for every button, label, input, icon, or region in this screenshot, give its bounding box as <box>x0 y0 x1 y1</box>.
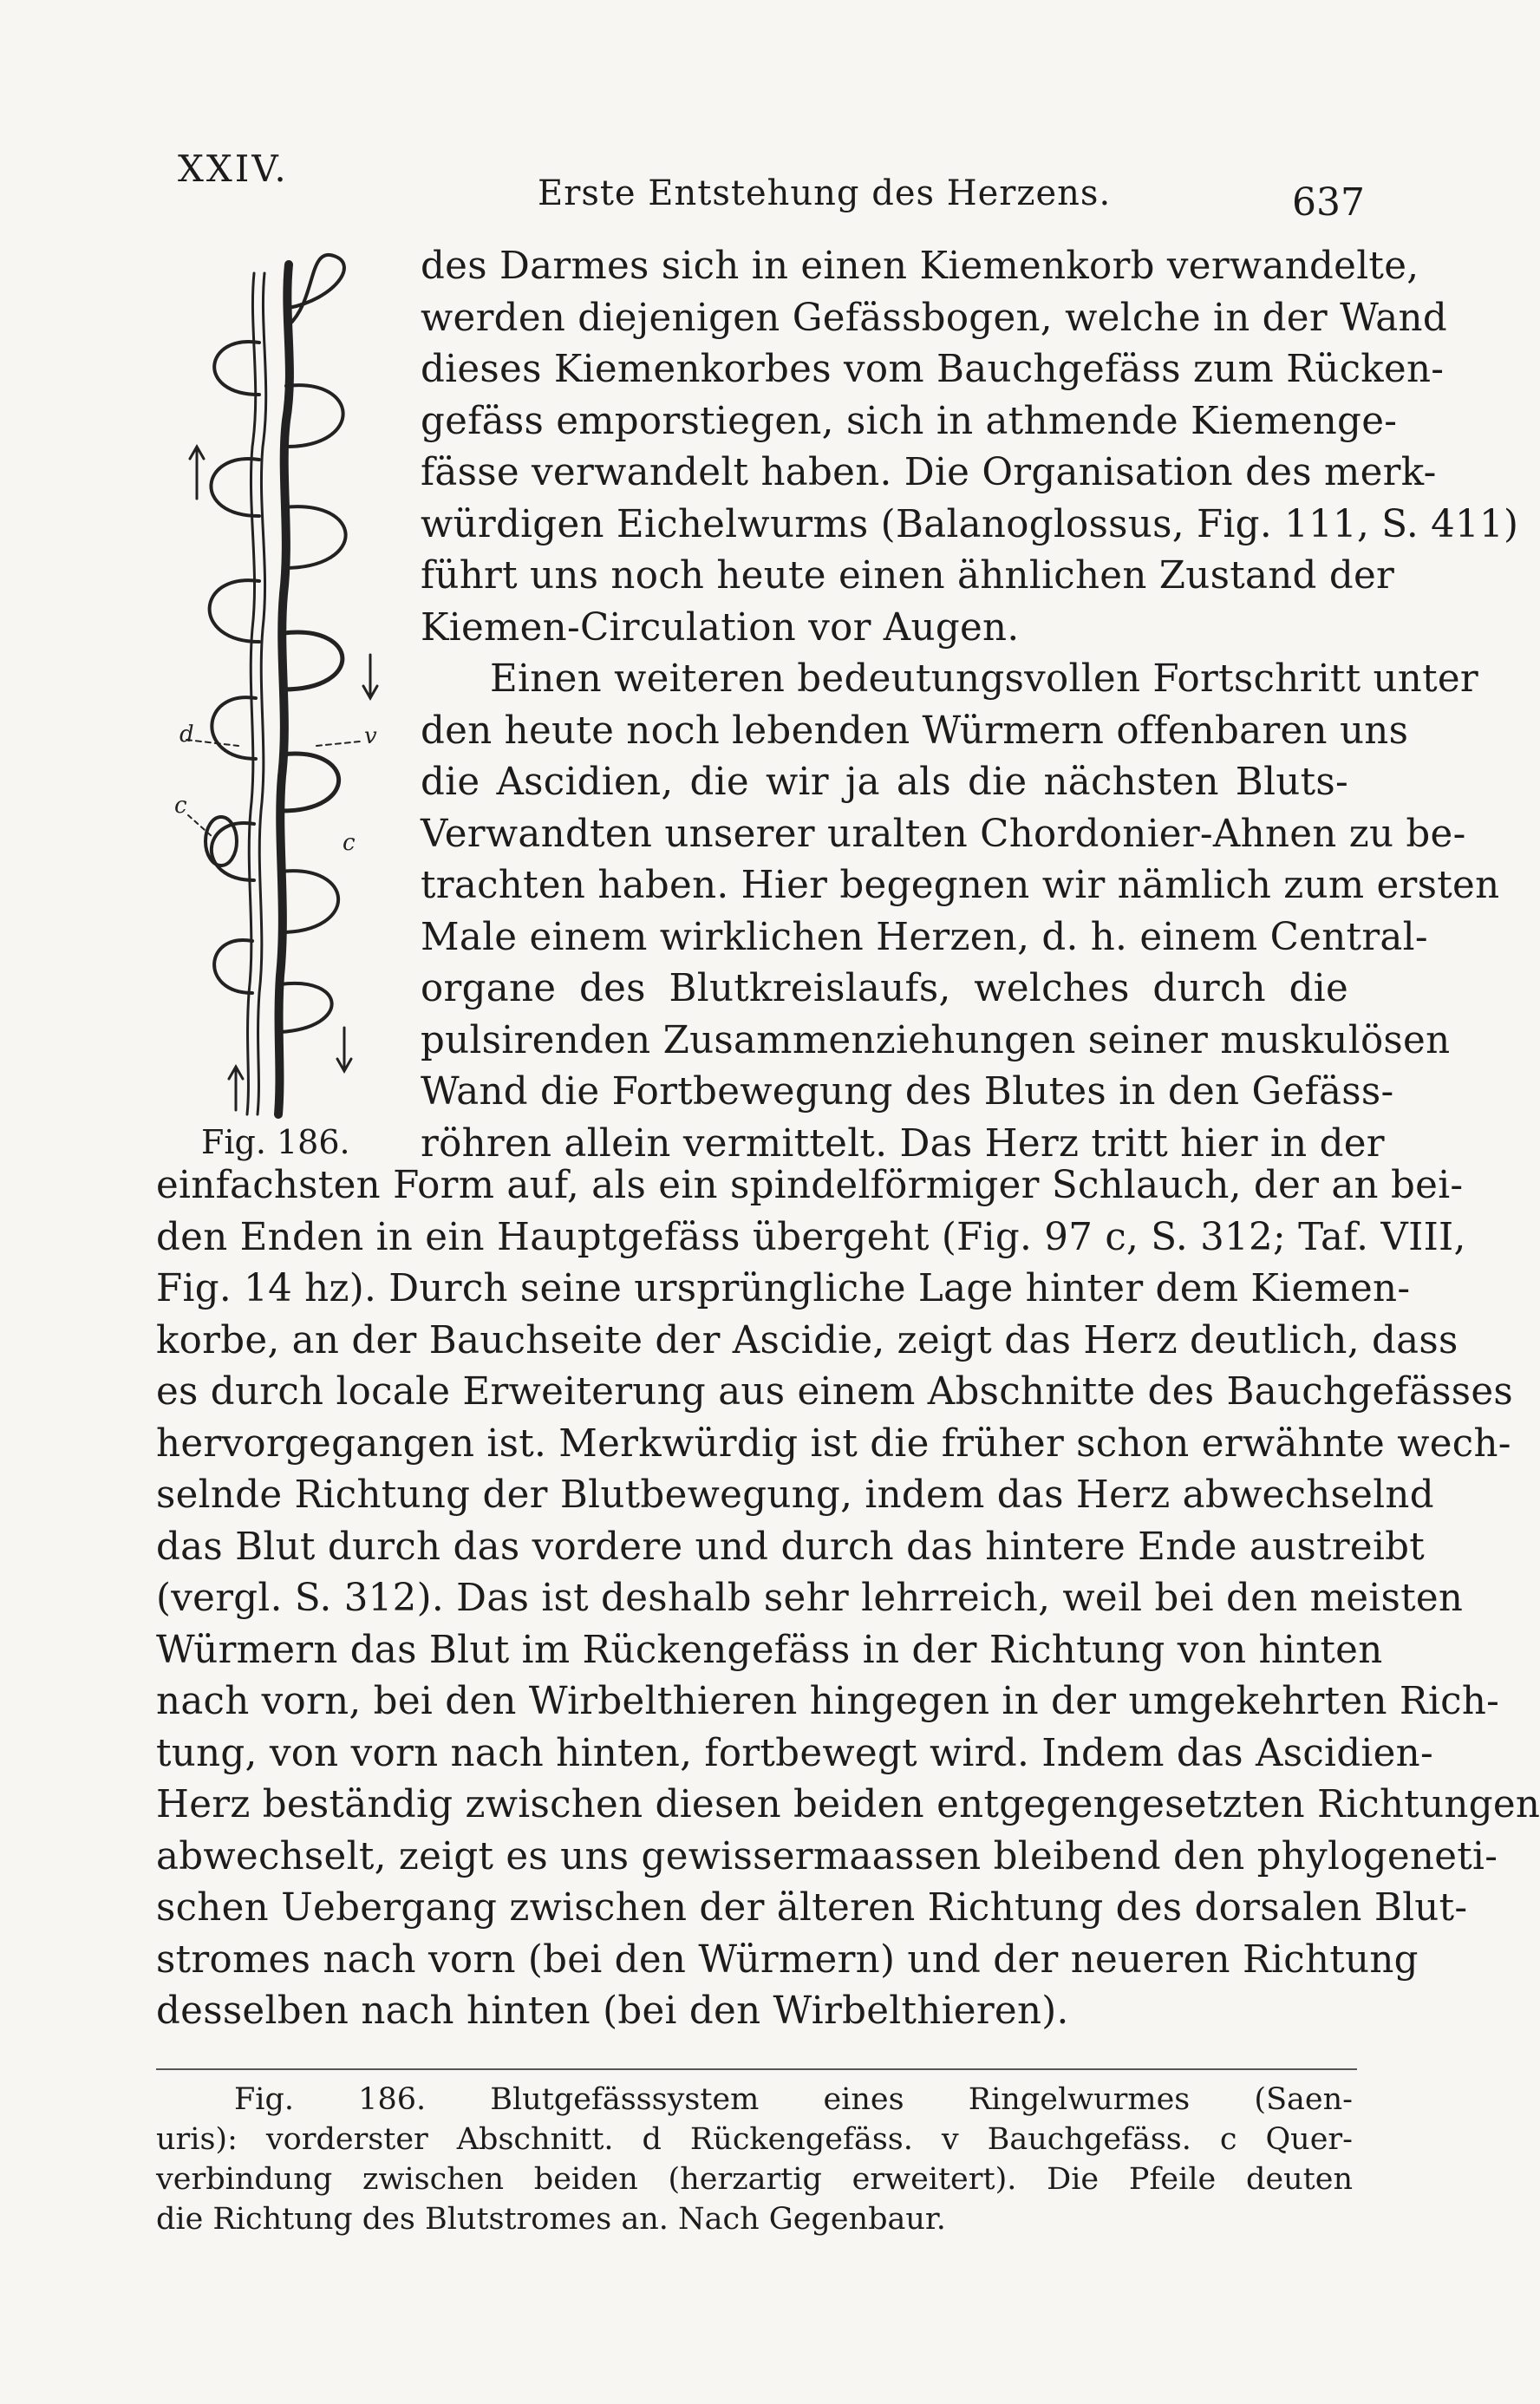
arrow-up-icon <box>229 1067 243 1110</box>
caption-line: uris): vorderster Abschnitt. d Rückengefäss. v Bauchgefäss. c Quer- <box>156 2122 1353 2157</box>
vessel-loop <box>289 255 344 325</box>
vessel-loop <box>286 385 343 447</box>
label-c-left: c <box>174 793 187 819</box>
text-line: organe des Blutkreislaufs, welches durch die <box>421 967 1348 1010</box>
text-line: einfachsten Form auf, als ein spindelförmiger Schlauch, der an bei- <box>156 1164 1464 1207</box>
text-line: gefäss emporstiegen, sich in athmende Kiemenge- <box>421 399 1398 443</box>
vessel-loop <box>284 632 343 689</box>
text-line: es durch locale Erweiterung aus einem Abschnitte des Bauchgefässes <box>156 1370 1513 1414</box>
page-number: 637 <box>1292 180 1365 225</box>
text-line: Herz beständig zwischen diesen beiden entgegengesetzten Richtungen <box>156 1783 1540 1826</box>
arrow-down-icon <box>337 1028 351 1071</box>
text-line: des Darmes sich in einen Kiemenkorb verwandelte, <box>421 245 1419 288</box>
text-line: desselben nach hinten (bei den Wirbelthieren). <box>156 1989 1069 2033</box>
vessel-loop <box>212 823 254 880</box>
text-line: fässe verwandelt haben. Die Organisation des merk- <box>421 451 1437 494</box>
ventral-vessel <box>247 273 256 1114</box>
text-line: würdigen Eichelwurms (Balanoglossus, Fig. 111, S. 411) <box>421 502 1519 546</box>
text-line: hervorgegangen ist. Merkwürdig ist die früher schon erwähnte wech- <box>156 1421 1511 1466</box>
label-d: d <box>179 722 194 748</box>
text-line: korbe, an der Bauchseite der Ascidie, zeigt das Herz deutlich, dass <box>156 1318 1458 1362</box>
vessel-loop <box>280 871 338 932</box>
running-title: Erste Entstehung des Herzens. <box>538 173 1112 213</box>
text-line: Male einem wirklichen Herzen, d. h. einem Central- <box>421 915 1428 959</box>
footnote-rule <box>156 2068 1357 2070</box>
label-c-right: c <box>343 830 356 856</box>
figure-label: Fig. 186. <box>201 1123 350 1161</box>
body-text-wide <box>156 1160 1540 2038</box>
text-line: Wand die Fortbewegung des Blutes in den Gefäss- <box>421 1070 1394 1114</box>
body-text-narrow <box>421 241 1519 1170</box>
vessel-loop <box>214 940 252 993</box>
text-line: den Enden in ein Hauptgefäss übergeht (Fig. 97 c, S. 312; Taf. VIII, <box>156 1215 1466 1259</box>
chapter-number: XXIV. <box>178 147 289 190</box>
heart-enlargement <box>206 817 237 866</box>
vessel-loop <box>212 697 256 759</box>
text-line: werden diejenigen Gefässbogen, welche in der Wand <box>421 296 1447 340</box>
text-line: trachten haben. Hier begegnen wir nämlich zum ersten <box>421 864 1500 907</box>
text-line: Einen weiteren bedeutungsvollen Fortschritt unter <box>490 657 1479 701</box>
text-line: tung, von vorn nach hinten, fortbewegt wird. Indem das Ascidien- <box>156 1731 1433 1775</box>
text-line: den heute noch lebenden Würmern offenbaren uns <box>421 709 1409 753</box>
vessel-loop <box>284 506 346 568</box>
text-line: nach vorn, bei den Wirbelthieren hingegen in der umgekehrten Rich- <box>156 1680 1500 1723</box>
vessel-loop <box>282 754 339 811</box>
caption-line: Fig. 186. Blutgefässsystem eines Ringelwurmes (Saen- <box>234 2082 1353 2117</box>
text-line: Verwandten unserer uralten Chordonier-Ahnen zu be- <box>421 812 1466 856</box>
text-line: pulsirenden Zusammenziehungen seiner muskulösen <box>421 1018 1451 1062</box>
text-line: führt uns noch heute einen ähnlichen Zustand der <box>421 554 1395 598</box>
vessel-loop <box>214 342 259 395</box>
text-line: stromes nach vorn (bei den Würmern) und der neueren Richtung <box>156 1937 1419 1982</box>
arrow-up-icon <box>190 447 204 499</box>
text-line: Kiemen-Circulation vor Augen. <box>421 605 1020 650</box>
text-line: (vergl. S. 312). Das ist deshalb sehr lehrreich, weil bei den meisten <box>156 1577 1464 1620</box>
label-v: v <box>364 723 377 749</box>
text-line: schen Uebergang zwischen der älteren Richtung des dorsalen Blut- <box>156 1886 1468 1930</box>
blood-vessel-figure <box>174 247 390 1123</box>
text-line: dieses Kiemenkorbes vom Bauchgefäss zum Rücken- <box>421 348 1445 391</box>
text-line: abwechselt, zeigt es uns gewissermaassen bleibend den phylogeneti- <box>156 1834 1498 1878</box>
text-line: Fig. 14 hz). Durch seine ursprüngliche Lage hinter dem Kiemen- <box>156 1267 1411 1310</box>
caption-line: die Richtung des Blutstromes an. Nach Gegenbaur. <box>156 2202 946 2237</box>
figure-caption <box>156 2080 1353 2239</box>
vessel-loop <box>280 983 332 1032</box>
text-line: die Ascidien, die wir ja als die nächsten Bluts- <box>421 761 1348 804</box>
caption-line: verbindung zwischen beiden (herzartig erweitert). Die Pfeile deuten <box>156 2162 1353 2197</box>
text-line: röhren allein vermittelt. Das Herz tritt hier in der <box>421 1121 1385 1166</box>
text-line: Würmern das Blut im Rückengefäss in der Richtung von hinten <box>156 1628 1383 1672</box>
text-line: selnde Richtung der Blutbewegung, indem das Herz abwechselnd <box>156 1473 1434 1517</box>
arrow-down-icon <box>363 655 377 698</box>
text-line: das Blut durch das vordere und durch das hintere Ende austreibt <box>156 1525 1426 1569</box>
